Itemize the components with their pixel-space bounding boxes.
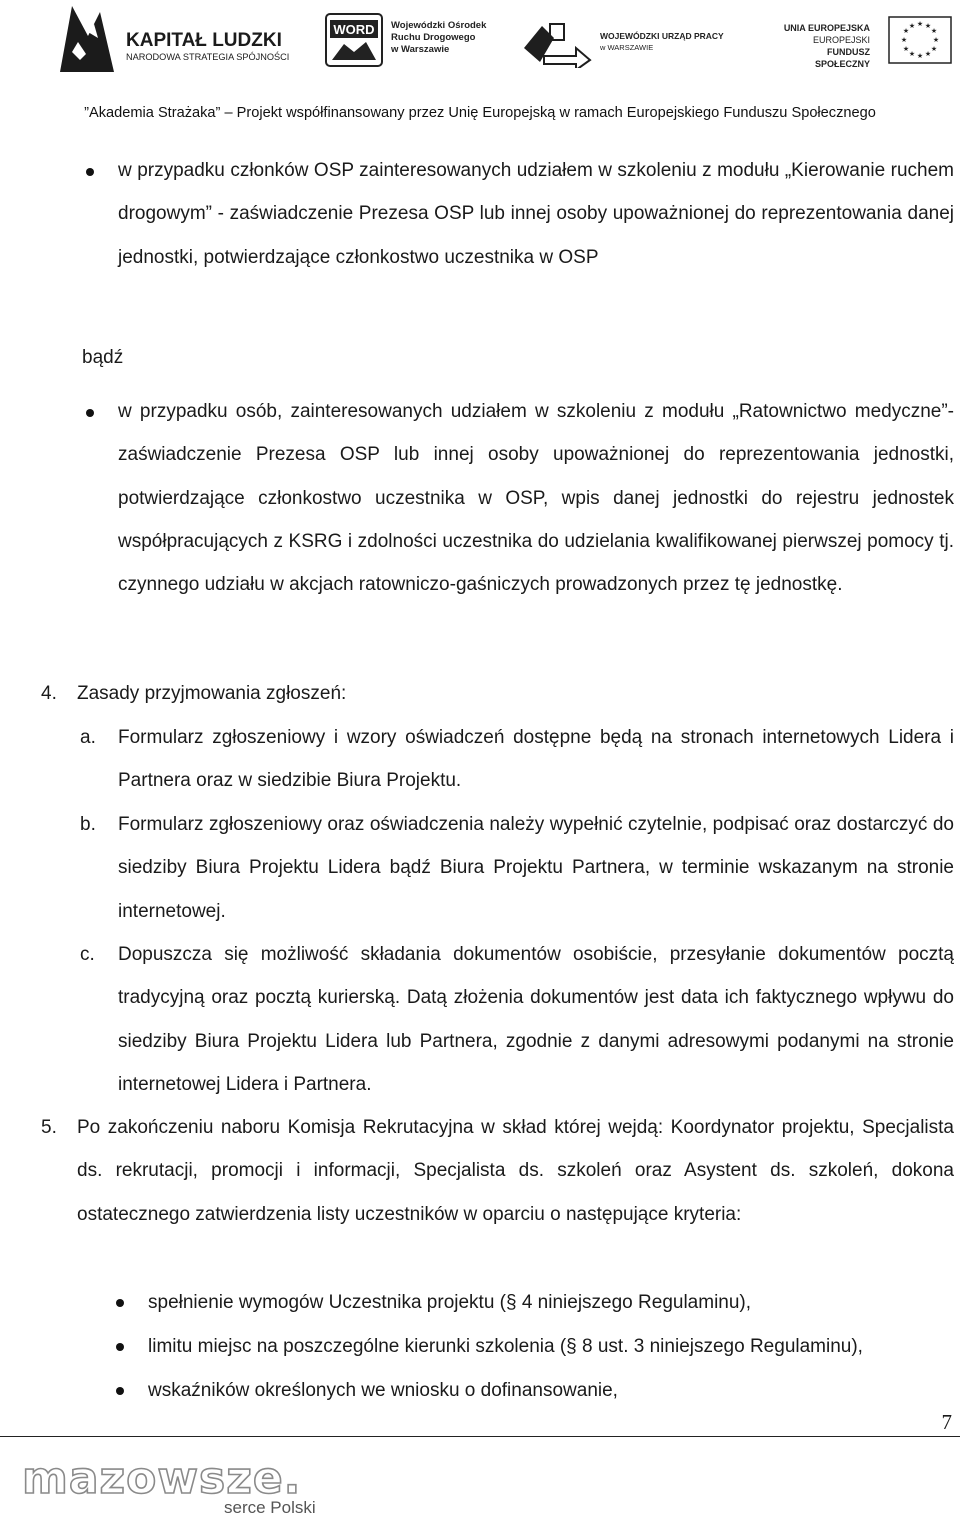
item-b-label: b. xyxy=(80,814,96,835)
section-4-number: 4. xyxy=(41,683,57,704)
svg-text:★: ★ xyxy=(908,50,916,58)
bullet-dot xyxy=(116,1299,124,1307)
word-line-3: w Warszawie xyxy=(391,44,450,55)
item-b-text: Formularz zgłoszeniowy oraz oświadczenia należy wypełnić czytelnie, podpisać oraz dostarczyć do siedziby Biura Projektu Lidera bądź Biura Projektu Partnera, w terminie wskazanym na stronie internetowej. xyxy=(118,814,954,922)
wup-line-2: w WARSZAWIE xyxy=(600,43,654,52)
svg-text:★: ★ xyxy=(916,52,924,60)
mazowsze-logo xyxy=(20,1455,330,1499)
svg-text:★: ★ xyxy=(916,20,924,28)
criteria-item: wskaźników określonych we wniosku o dofinansowanie, xyxy=(148,1380,618,1401)
wup-logo-text xyxy=(600,30,724,54)
item-a-label: a. xyxy=(80,727,96,748)
svg-text:★: ★ xyxy=(930,27,938,35)
svg-text:★: ★ xyxy=(900,36,908,44)
section-5-number: 5. xyxy=(41,1117,57,1138)
word-logo-text xyxy=(391,20,501,56)
bullet-medical: w przypadku osób, zainteresowanych udziałem w szkoleniu z modułu „Ratownictwo medyczne”- zaświadczenie Prezesa OSP lub innej osoby upoważnionej do reprezentowania jednostki, potwierdzające członkostwo uczestnika w OSP, wpis danej jednostki do rejestru jednostek współpracujących z KSRG i zdolności uczestnika do udzielania kwalifikowanej pierwszej pomocy tj. czynnego udziału w akcjach ratowniczo-gaśniczych prowadzonych przez tę jednostkę. xyxy=(118,401,954,596)
mazowsze-tagline: serce Polski xyxy=(224,1498,316,1517)
eu-flag-icon xyxy=(888,16,952,64)
section-4-title: Zasady przyjmowania zgłoszeń: xyxy=(77,683,347,704)
wup-line-1: WOJEWÓDZKI URZĄD PRACY xyxy=(600,31,724,41)
item-a-text: Formularz zgłoszeniowy i wzory oświadczeń dostępne będą na stronach internetowych Lidera i Partnera oraz w siedzibie Biura Projektu. xyxy=(118,727,954,792)
word-logo xyxy=(324,12,384,68)
ue-line-1: UNIA EUROPEJSKA xyxy=(783,23,870,33)
wup-logo xyxy=(520,18,592,68)
kapital-title: KAPITAŁ LUDZKI xyxy=(126,30,282,51)
svg-text:★: ★ xyxy=(908,22,916,30)
ue-logo-text xyxy=(770,22,870,70)
svg-text:★: ★ xyxy=(902,45,910,53)
svg-text:★: ★ xyxy=(924,22,932,30)
word-badge-text: WORD xyxy=(333,22,375,37)
svg-text:★: ★ xyxy=(924,50,932,58)
svg-text:★: ★ xyxy=(902,27,910,35)
word-line-2: Ruchu Drogowego xyxy=(391,32,476,43)
ue-line-2: EUROPEJSKI xyxy=(812,35,870,45)
svg-text:★: ★ xyxy=(932,36,940,44)
bullet-osp-traffic: w przypadku członków OSP zainteresowanych udziałem w szkoleniu z modułu „Kierowanie ruchem drogowym” - zaświadczenie Prezesa OSP lub innej osoby upoważnionej do reprezentowania danej jednostki, potwierdzające członkostwo uczestnika w OSP xyxy=(118,160,954,268)
or-word: bądź xyxy=(82,347,124,368)
kapital-subtitle: NARODOWA STRATEGIA SPÓJNOŚCI xyxy=(126,52,290,62)
kapital-ludzki-logo xyxy=(58,2,298,74)
bullet-dot xyxy=(116,1343,124,1351)
word-line-1: Wojewódzki Ośrodek xyxy=(391,20,487,31)
criteria-item: spełnienie wymogów Uczestnika projektu (§ 4 niniejszego Regulaminu), xyxy=(148,1292,752,1313)
item-c-label: c. xyxy=(80,944,95,965)
bullet-dot xyxy=(116,1387,124,1395)
header-note: ”Akademia Strażaka” – Projekt współfinansowany przez Unię Europejską w ramach Europejskiego Funduszu Społecznego xyxy=(84,105,876,121)
bullet-dot xyxy=(86,409,94,417)
bullet-dot xyxy=(86,168,94,176)
svg-text:★: ★ xyxy=(930,45,938,53)
page-number: 7 xyxy=(941,1410,952,1434)
mazowsze-brand: mazowsze. xyxy=(22,1455,302,1499)
footer-divider xyxy=(0,1436,960,1437)
section-5-text: Po zakończeniu naboru Komisja Rekrutacyjna w skład której wejdą: Koordynator projektu, Specjalista ds. rekrutacji, promocji i informacji, Specjalista ds. szkoleń oraz Asystent ds. szkoleń, dokona ostatecznego zatwierdzenia listy uczestników w oparciu o następujące kryteria: xyxy=(77,1117,954,1225)
criteria-item: limitu miejsc na poszczególne kierunki szkolenia (§ 8 ust. 3 niniejszego Regulaminu), xyxy=(148,1336,863,1357)
item-c-text: Dopuszcza się możliwość składania dokumentów osobiście, przesyłanie dokumentów pocztą tradycyjną oraz pocztą kurierską. Datą złożenia dokumentów jest data ich faktycznego wpływu do siedziby Biura Projektu Lidera lub Partnera, zgodnie z danymi adresowymi podanymi na stronie internetowej Lidera i Partnera. xyxy=(118,944,954,1095)
ue-line-3: FUNDUSZ SPOŁECZNY xyxy=(814,47,870,69)
